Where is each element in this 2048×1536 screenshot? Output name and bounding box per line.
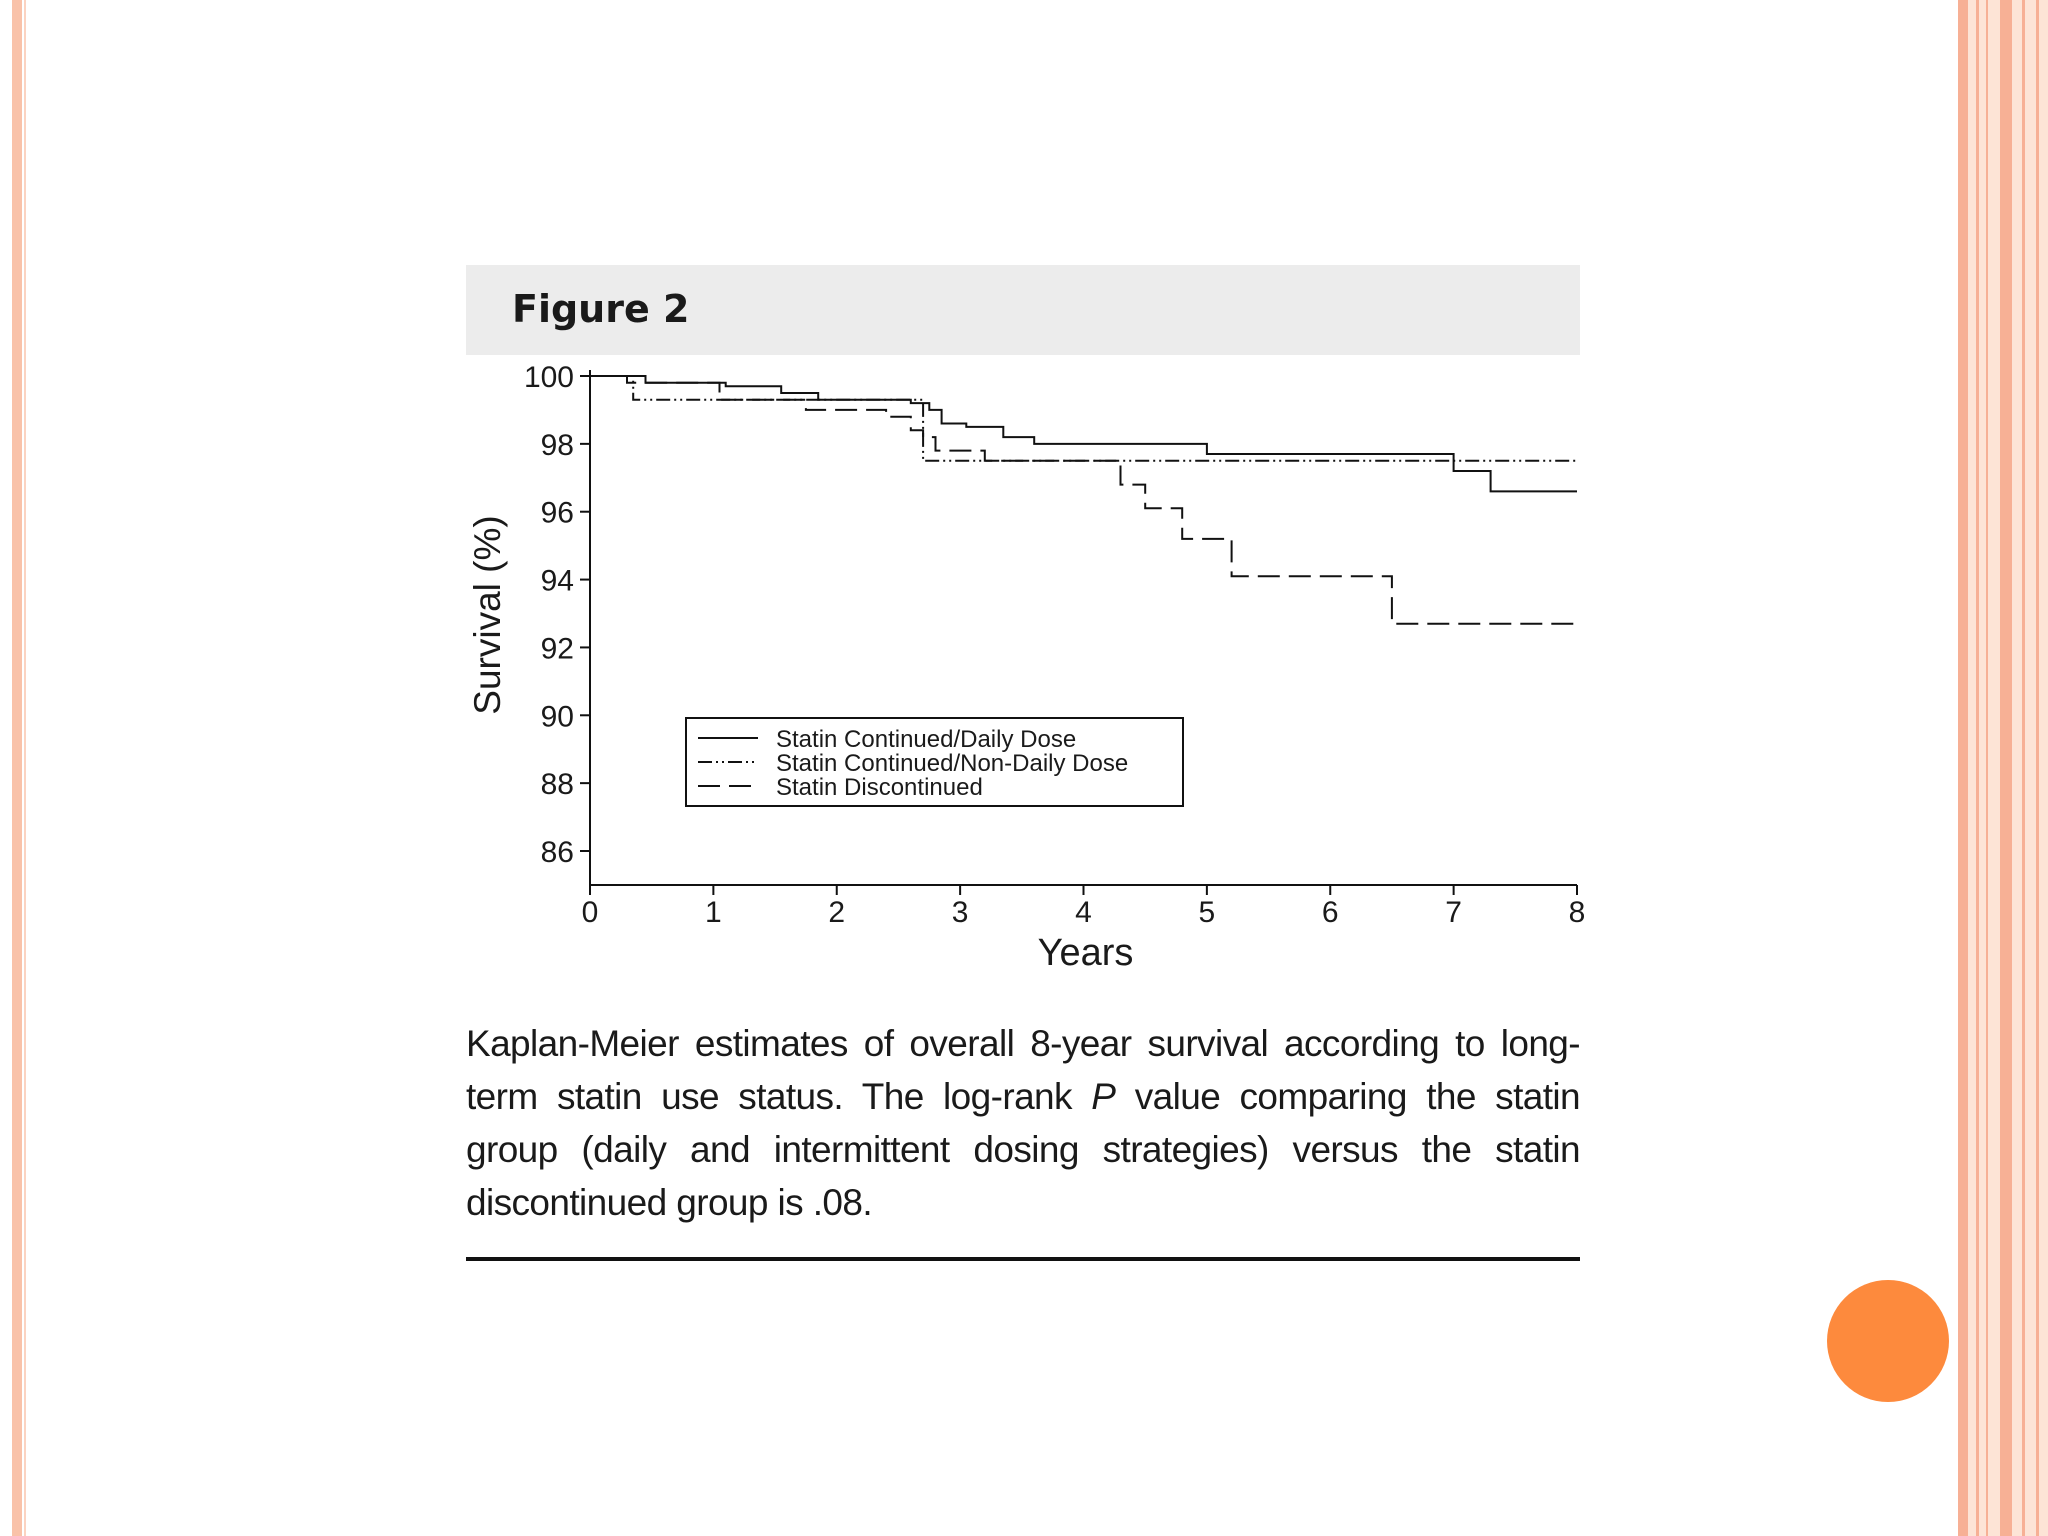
x-tick-label: 7: [1445, 896, 1462, 929]
series-line-1: [590, 376, 1577, 491]
x-tick-label: 2: [828, 896, 846, 929]
series-line-3: [590, 376, 1577, 624]
x-tick-label: 1: [705, 896, 722, 929]
x-tick-label: 4: [1075, 896, 1092, 929]
legend-label-3: Statin Discontinued: [776, 774, 983, 801]
x-axis-label: Years: [1037, 932, 1134, 974]
y-tick-label: 86: [540, 836, 574, 869]
x-tick-label: 8: [1568, 896, 1586, 929]
x-tick-label: 0: [581, 896, 599, 929]
decorative-orange-circle: [1827, 1280, 1949, 1402]
y-axis-label: Survival (%): [467, 515, 508, 715]
x-tick-label: 5: [1198, 896, 1216, 929]
figure-title: Figure 2: [512, 287, 690, 331]
legend-label-1: Statin Continued/Daily Dose: [776, 726, 1077, 753]
x-tick-label: 6: [1321, 896, 1339, 929]
y-tick-label: 92: [540, 632, 574, 666]
x-tick-label: 3: [951, 896, 969, 929]
y-tick-label: 100: [523, 361, 574, 394]
caption-p-symbol: P: [1091, 1076, 1116, 1117]
series-line-2: [590, 376, 1577, 461]
y-tick-label: 88: [540, 768, 574, 802]
legend-label-2: Statin Continued/Non-Daily Dose: [776, 750, 1129, 777]
y-tick-label: 96: [540, 496, 574, 530]
y-tick-label: 90: [540, 700, 574, 734]
caption-text-start: Kaplan-Meier estimates of overall 8-year survival according to long-term statin use status. The log-rank: [466, 1023, 1580, 1117]
y-tick-label: 98: [540, 428, 574, 462]
figure-caption: [466, 1017, 1580, 1229]
y-tick-label: 94: [540, 564, 574, 598]
caption-divider: [466, 1257, 1580, 1261]
caption-text-end: value comparing the statin group (daily and intermittent dosing strategies) versus the statin discontinued group is .08.: [466, 1076, 1580, 1223]
